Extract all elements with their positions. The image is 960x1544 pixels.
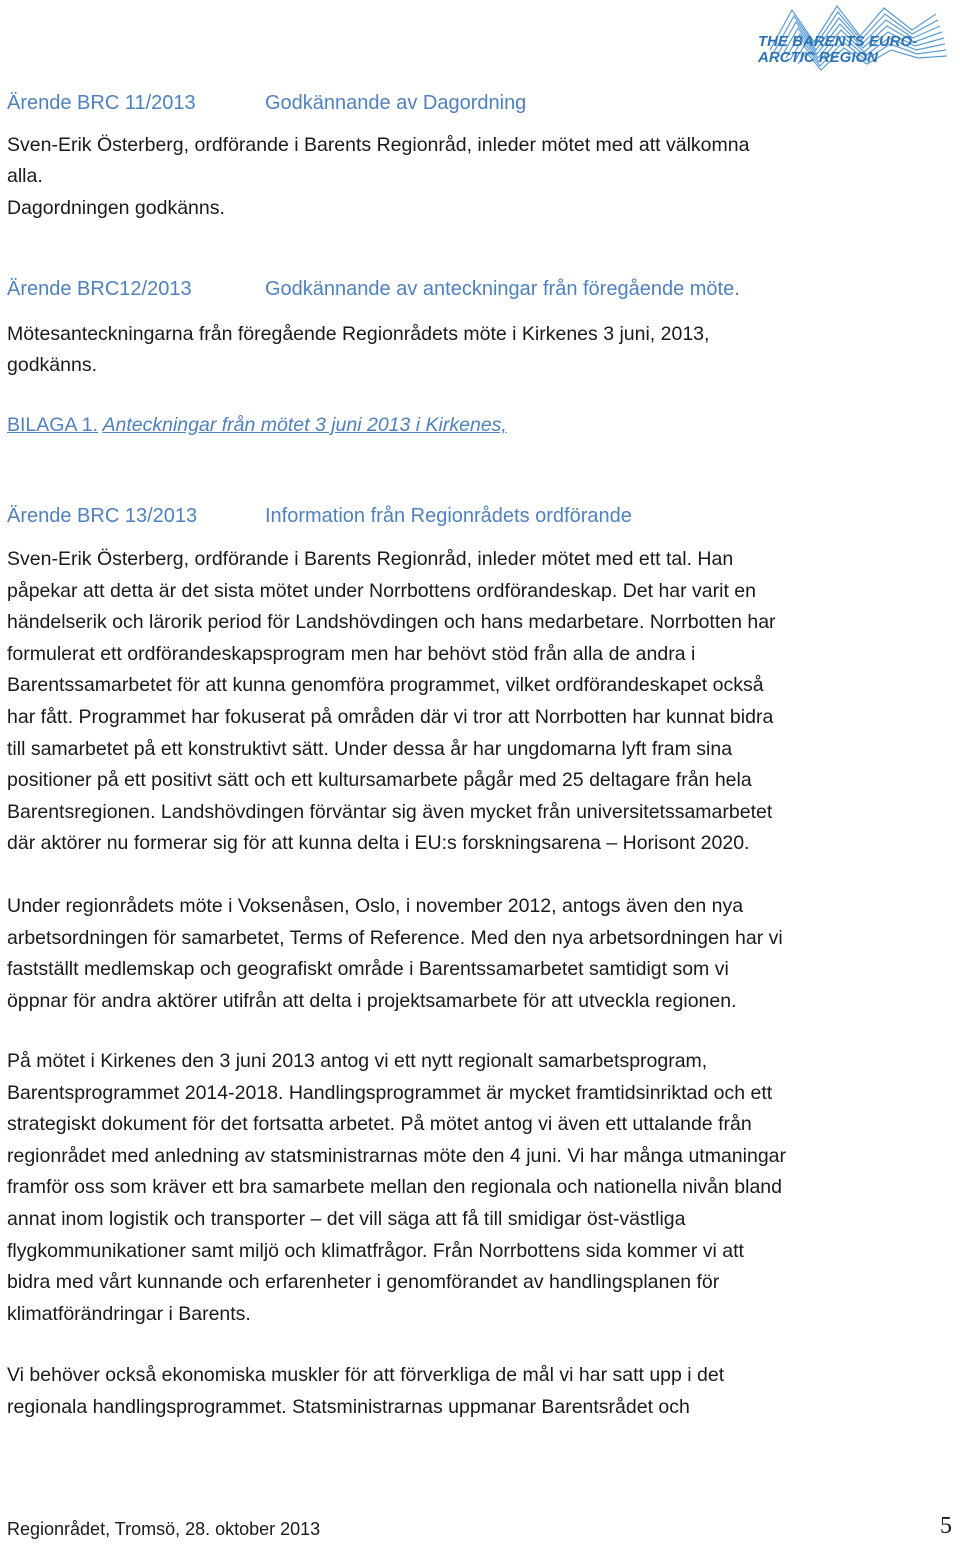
attachment-prefix[interactable]: BILAGA 1. [7, 414, 99, 436]
paragraph-line: fastställt medlemskap och geografiskt område i Barentssamarbetet samtidigt som vi [7, 958, 729, 981]
footer-text: Regionrådet, Tromsö, 28. oktober 2013 [7, 1519, 321, 1539]
paragraph-line: Vi behöver också ekonomiska muskler för att förverkliga de mål vi har satt upp i det [7, 1364, 725, 1386]
item-12-line: godkänns. [7, 354, 97, 377]
page-number: 5 [940, 1513, 952, 1539]
paragraph-line: strategiskt dokument för det fortsatta arbetet. På mötet antog vi även ett uttalande från [7, 1113, 752, 1136]
item-13-paragraph-2 [7, 891, 953, 1017]
barents-euro-arctic-region-logo [752, 2, 952, 84]
paragraph-line: påpekar att detta är det sista mötet under Norrbottens ordförandeskap. Det har varit en [7, 579, 756, 602]
item-13-paragraph-4 [7, 1360, 953, 1423]
item-12-body [7, 319, 953, 382]
paragraph-line: Barentsregionen. Landshövdingen förväntar sig även mycket från universitetssamarbetet [7, 800, 773, 823]
paragraph-line: har fått. Programmet har fokuserat på områden där vi tror att Norrbotten har kunnat bidra [7, 705, 774, 728]
item-13-number: Ärende BRC 13/2013 [7, 505, 198, 527]
attachment-link[interactable] [7, 414, 507, 437]
logo-line2: ARCTIC REGION [758, 49, 878, 66]
item-13-paragraph-3 [7, 1046, 953, 1330]
item-11-line: alla. [7, 165, 43, 188]
paragraph-line: Barentsprogrammet 2014-2018. Handlingsprogrammet är mycket framtidsinriktad och ett [7, 1081, 773, 1104]
paragraph-line: Barentssamarbetet för att kunna genomföra programmet, vilket ordförandeskapet också [7, 674, 764, 697]
paragraph-line: arbetsordningen för samarbetet, Terms of Reference. Med den nya arbetsordningen har vi [7, 926, 783, 949]
item-12-number: Ärende BRC12/2013 [7, 278, 192, 300]
paragraph-line: annat inom logistik och transporter – det vill säga att få till smidigar öst-västliga [7, 1207, 686, 1230]
paragraph-line: Sven-Erik Österberg, ordförande i Barents Regionråd, inleder mötet med ett tal. Han [7, 548, 734, 570]
item-12-title: Godkännande av anteckningar från föregående möte. [265, 278, 740, 300]
paragraph-line: bidra med vårt kunnande och erfarenheter i genomförandet av handlingsplanen för [7, 1271, 720, 1294]
item-12-heading [0, 278, 960, 304]
paragraph-line: regionrådet med anledning av statsministrarnas möte den 4 juni. Vi har många utmaningar [7, 1144, 787, 1167]
paragraph-line: regionala handlingsprogrammet. Statsministrarnas uppmanar Barentsrådet och [7, 1395, 690, 1418]
item-11-line: Dagordningen godkänns. [7, 196, 225, 219]
item-11-number: Ärende BRC 11/2013 [7, 92, 196, 114]
item-13-title: Information från Regionrådets ordförande [265, 505, 632, 527]
item-13-heading [0, 505, 960, 531]
logo-line1: THE BARENTS EURO- [758, 33, 918, 50]
paragraph-line: öppnar för andra aktörer utifrån att delta i projektsamarbete för att utveckla regionen. [7, 989, 737, 1012]
paragraph-line: Under regionrådets möte i Voksenåsen, Oslo, i november 2012, antogs även den nya [7, 895, 744, 917]
paragraph-line: positioner på ett positivt sätt och ett kultursamarbete pågår med 25 deltagare från hela [7, 769, 752, 792]
paragraph-line: På mötet i Kirkenes den 3 juni 2013 antog vi ett nytt regionalt samarbetsprogram, [7, 1050, 708, 1072]
item-12-line: Mötesanteckningarna från föregående Regionrådets möte i Kirkenes 3 juni, 2013, [7, 323, 710, 345]
attachment-text[interactable]: Anteckningar från mötet 3 juni 2013 i Kirkenes, [102, 414, 507, 436]
paragraph-line: flygkommunikationer samt miljö och klimatfrågor. Från Norrbottens sida kommer vi att [7, 1239, 744, 1262]
paragraph-line: framför oss som kräver ett bra samarbete mellan den regionala och nationella nivån bland [7, 1176, 783, 1199]
item-11-line: Sven-Erik Österberg, ordförande i Barents Regionråd, inleder mötet med att välkomna [7, 134, 750, 156]
paragraph-line: klimatförändringar i Barents. [7, 1302, 251, 1325]
item-11-body [7, 130, 953, 224]
paragraph-line: händelserik och lärorik period för Landshövdingen och hans medarbetare. Norrbotten har [7, 611, 776, 634]
item-11-title: Godkännande av Dagordning [265, 92, 527, 114]
item-11-heading [0, 92, 960, 118]
paragraph-line: till samarbetet på ett konstruktivt sätt. Under dessa år har ungdomarna lyft fram sina [7, 737, 733, 760]
item-13-paragraph-1 [7, 544, 953, 860]
paragraph-line: formulerat ett ordförandeskapsprogram men har behövt stöd från alla de andra i [7, 642, 696, 665]
paragraph-line: där aktörer nu formerar sig för att kunna delta i EU:s forskningsarena – Horisont 2020. [7, 832, 750, 855]
